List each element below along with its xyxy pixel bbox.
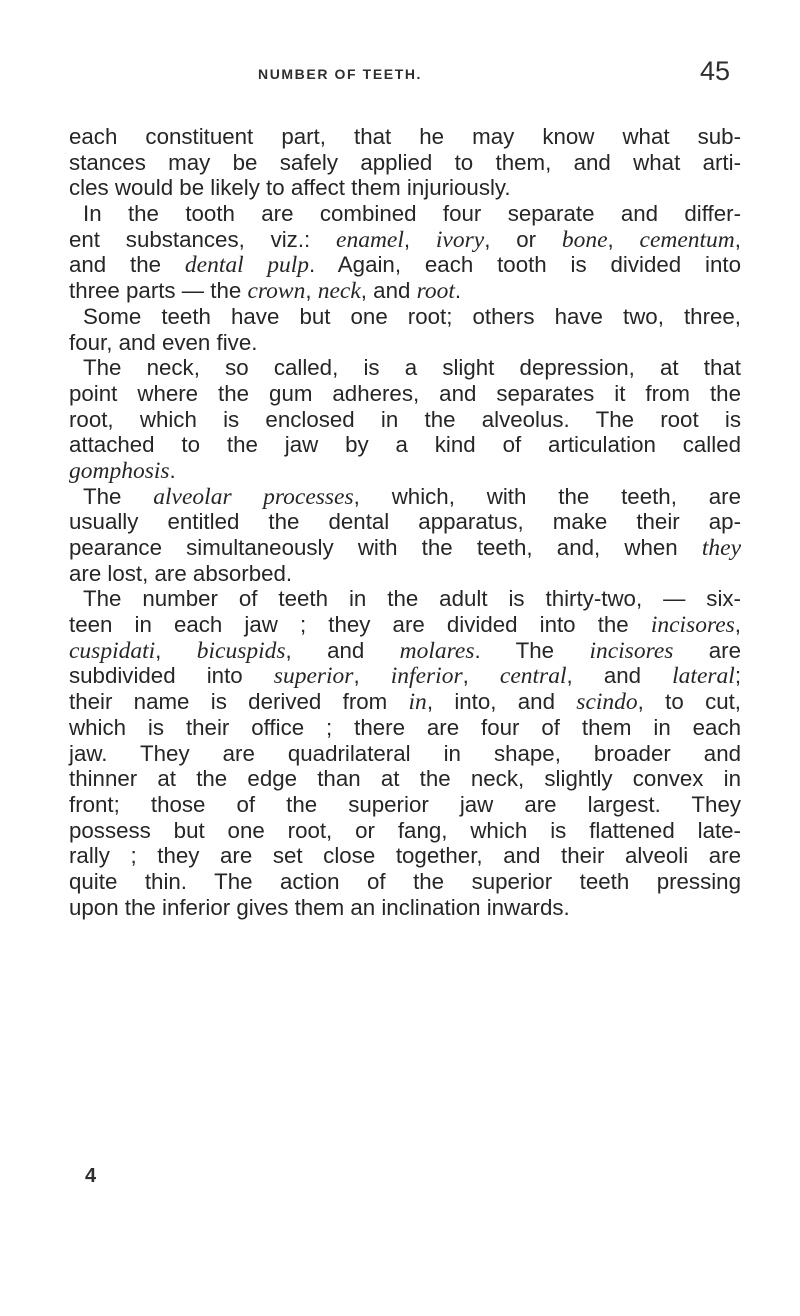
text-line: stances may be safely applied to them, and what arti- [69, 149, 741, 175]
text-line: four, and even five. [69, 329, 258, 355]
text-line: three parts — the crown, neck, and root. [69, 278, 462, 305]
text-line: front; those of the superior jaw are largest. They [69, 791, 741, 817]
text-line: cuspidati, bicuspids, and molares. The incisores are [69, 637, 742, 664]
text-line: possess but one root, or fang, which is flattened late- [69, 817, 741, 843]
text-line: pearance simultaneously with the teeth, and, when they [69, 535, 741, 561]
signature-mark: 4 [85, 1165, 97, 1187]
text-line: attached to the jaw by a kind of articulation called [69, 432, 741, 458]
text-line: quite thin. The action of the superior teeth pressing [69, 868, 741, 894]
text-line: jaw. They are quadrilateral in shape, broader and [69, 740, 741, 766]
text-line: The neck, so called, is a slight depression, at that [83, 355, 741, 381]
text-line: are lost, are absorbed. [69, 560, 293, 586]
text-line: their name is derived from in, into, and scindo, to cut, [69, 689, 742, 716]
text-line: point where the gum adheres, and separates it from the [69, 380, 741, 406]
text-line: The number of teeth in the adult is thirty-two, — six- [83, 586, 741, 612]
text-line: which is their office ; there are four of them in each [69, 714, 741, 740]
body-text [69, 124, 741, 920]
text-line: thinner at the edge than at the neck, slightly convex in [69, 766, 741, 792]
text-line: cles would be likely to affect them injuriously. [69, 175, 511, 201]
page-number: 45 [700, 56, 731, 86]
text-line: rally ; they are set close together, and their alveoli are [69, 843, 741, 869]
text-line: each constituent part, that he may know what sub- [69, 124, 741, 149]
text-line: In the tooth are combined four separate and differ- [83, 201, 741, 227]
text-line: ent substances, viz.: enamel, ivory, or bone, cementum, [69, 226, 741, 253]
text-line: Some teeth have but one root; others have two, three, [83, 303, 741, 329]
text-line: upon the inferior gives them an inclination inwards. [69, 894, 570, 920]
text-line: usually entitled the dental apparatus, make their ap- [69, 509, 741, 535]
text-line: root, which is enclosed in the alveolus. The root is [69, 406, 741, 432]
text-line: and the dental pulp. Again, each tooth is divided into [69, 252, 741, 279]
running-head: NUMBER OF TEETH. [258, 66, 423, 82]
text-line: teen in each jaw ; they are divided into the incisores, [69, 612, 741, 639]
text-line: The alveolar processes, which, with the teeth, are [83, 483, 741, 510]
text-line: subdivided into superior, inferior, central, and lateral; [69, 663, 742, 690]
text-line: gomphosis. [69, 457, 176, 484]
